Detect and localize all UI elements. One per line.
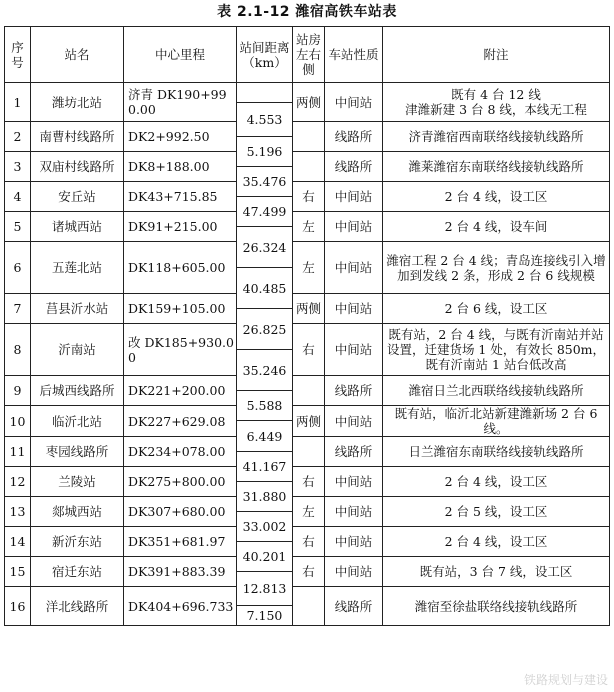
station-type: 中间站 — [325, 324, 383, 376]
station-name: 枣园线路所 — [31, 437, 124, 467]
station-type: 中间站 — [325, 467, 383, 497]
station-type: 中间站 — [325, 83, 383, 122]
table-row — [5, 152, 610, 167]
center-mileage: DK221+200.00 — [124, 376, 237, 406]
station-name: 双庙村线路所 — [31, 152, 124, 182]
station-note: 2 台 4 线，设工区 — [383, 182, 610, 212]
center-mileage: DK43+715.85 — [124, 182, 237, 212]
station-type: 中间站 — [325, 294, 383, 324]
station-side: 右 — [293, 324, 325, 376]
station-note: 济青潍宿西南联络线接轨线路所 — [383, 122, 610, 152]
row-number: 5 — [5, 212, 31, 242]
table-row — [5, 182, 610, 197]
table-row — [5, 242, 610, 268]
row-number: 2 — [5, 122, 31, 152]
station-distance: 26.825 — [237, 309, 293, 350]
station-side: 右 — [293, 467, 325, 497]
center-mileage: DK8+188.00 — [124, 152, 237, 182]
station-type: 中间站 — [325, 242, 383, 294]
station-type: 中间站 — [325, 557, 383, 587]
row-number: 8 — [5, 324, 31, 376]
station-name: 五莲北站 — [31, 242, 124, 294]
station-table — [4, 26, 610, 626]
station-name: 莒县沂水站 — [31, 294, 124, 324]
station-distance: 5.588 — [237, 391, 293, 421]
header-note: 附注 — [383, 27, 610, 83]
center-mileage: DK91+215.00 — [124, 212, 237, 242]
station-type: 中间站 — [325, 497, 383, 527]
center-mileage: 济青 DK190+990.00 — [124, 83, 237, 122]
station-side: 右 — [293, 182, 325, 212]
station-side — [293, 587, 325, 626]
row-number: 14 — [5, 527, 31, 557]
row-number: 11 — [5, 437, 31, 467]
station-note: 潍莱潍宿东南联络线接轨线路所 — [383, 152, 610, 182]
station-name: 沂南站 — [31, 324, 124, 376]
station-note: 2 台 5 线，设工区 — [383, 497, 610, 527]
station-distance: 33.002 — [237, 512, 293, 542]
station-distance: 5.196 — [237, 137, 293, 167]
station-side — [293, 122, 325, 152]
table-row — [5, 437, 610, 452]
table-title: 表 2.1-12 潍宿高铁车站表 — [217, 4, 397, 20]
row-number: 16 — [5, 587, 31, 626]
distance-spacer — [237, 83, 293, 103]
station-side: 右 — [293, 527, 325, 557]
station-type: 线路所 — [325, 376, 383, 406]
station-type: 线路所 — [325, 587, 383, 626]
header-name: 站名 — [31, 27, 124, 83]
station-side — [293, 152, 325, 182]
station-name: 宿迁东站 — [31, 557, 124, 587]
station-side: 两侧 — [293, 83, 325, 122]
row-number: 12 — [5, 467, 31, 497]
station-distance: 40.201 — [237, 542, 293, 572]
station-type: 线路所 — [325, 437, 383, 467]
table-row — [5, 83, 610, 103]
station-type: 线路所 — [325, 152, 383, 182]
station-side: 两侧 — [293, 406, 325, 437]
station-distance: 31.880 — [237, 482, 293, 512]
header-side: 站房左右侧 — [293, 27, 325, 83]
table-row — [5, 406, 610, 421]
row-number: 7 — [5, 294, 31, 324]
row-number: 13 — [5, 497, 31, 527]
station-distance: 40.485 — [237, 268, 293, 309]
table-row — [5, 497, 610, 512]
station-type: 中间站 — [325, 212, 383, 242]
station-side: 左 — [293, 212, 325, 242]
station-type: 中间站 — [325, 406, 383, 437]
station-side: 右 — [293, 557, 325, 587]
station-note: 潍宿至徐盐联络线接轨线路所 — [383, 587, 610, 626]
station-note: 日兰潍宿东南联络线接轨线路所 — [383, 437, 610, 467]
station-type: 中间站 — [325, 182, 383, 212]
center-mileage: DK159+105.00 — [124, 294, 237, 324]
station-distance: 41.167 — [237, 452, 293, 482]
station-distance: 7.150 — [237, 606, 293, 626]
row-number: 15 — [5, 557, 31, 587]
center-mileage: DK307+680.00 — [124, 497, 237, 527]
station-type: 中间站 — [325, 527, 383, 557]
station-name: 兰陵站 — [31, 467, 124, 497]
header-mileage: 中心里程 — [124, 27, 237, 83]
table-row — [5, 294, 610, 309]
header-no: 序号 — [5, 27, 31, 83]
station-note: 潍宿工程 2 台 4 线；青岛连接线引入增加到发线 2 条，形成 2 台 6 线规模 — [383, 242, 610, 294]
station-distance: 35.476 — [237, 167, 293, 197]
center-mileage: DK275+800.00 — [124, 467, 237, 497]
center-mileage: DK351+681.97 — [124, 527, 237, 557]
station-note: 2 台 4 线，设工区 — [383, 527, 610, 557]
station-name: 洋北线路所 — [31, 587, 124, 626]
row-number: 4 — [5, 182, 31, 212]
center-mileage: DK118+605.00 — [124, 242, 237, 294]
table-row — [5, 467, 610, 482]
row-number: 1 — [5, 83, 31, 122]
header-distance: 站间距离（km） — [237, 27, 293, 83]
center-mileage: DK227+629.08 — [124, 406, 237, 437]
center-mileage: DK2+992.50 — [124, 122, 237, 152]
row-number: 3 — [5, 152, 31, 182]
station-type: 线路所 — [325, 122, 383, 152]
table-row — [5, 557, 610, 572]
station-name: 后城西线路所 — [31, 376, 124, 406]
station-note: 潍宿日兰北西联络线接轨线路所 — [383, 376, 610, 406]
station-distance: 6.449 — [237, 421, 293, 452]
row-number: 6 — [5, 242, 31, 294]
station-side — [293, 437, 325, 467]
station-distance: 4.553 — [237, 103, 293, 137]
station-note: 既有站，2 台 4 线，与既有沂南站并站设置，迁建货场 1 处，有效长 850m，既有沂南站 1 站台低改高 — [383, 324, 610, 376]
station-distance: 35.246 — [237, 350, 293, 391]
center-mileage: DK234+078.00 — [124, 437, 237, 467]
station-side — [293, 376, 325, 406]
table-row — [5, 376, 610, 391]
station-note: 2 台 6 线，设工区 — [383, 294, 610, 324]
station-distance: 12.813 — [237, 572, 293, 606]
station-side: 两侧 — [293, 294, 325, 324]
station-note: 既有站，临沂北站新建潍新场 2 台 6 线。 — [383, 406, 610, 437]
center-mileage: DK391+883.39 — [124, 557, 237, 587]
station-side: 左 — [293, 242, 325, 294]
row-number: 9 — [5, 376, 31, 406]
station-distance: 47.499 — [237, 197, 293, 227]
station-name: 潍坊北站 — [31, 83, 124, 122]
center-mileage: 改 DK185+930.00 — [124, 324, 237, 376]
table-row — [5, 212, 610, 227]
station-name: 南曹村线路所 — [31, 122, 124, 152]
station-note: 既有站，3 台 7 线，设工区 — [383, 557, 610, 587]
row-number: 10 — [5, 406, 31, 437]
station-side: 左 — [293, 497, 325, 527]
center-mileage: DK404+696.733 — [124, 587, 237, 626]
table-row — [5, 122, 610, 137]
station-name: 临沂北站 — [31, 406, 124, 437]
table-row — [5, 587, 610, 606]
station-name: 新沂东站 — [31, 527, 124, 557]
table-row — [5, 324, 610, 350]
station-distance: 26.324 — [237, 227, 293, 268]
watermark: 铁路规划与建设 — [523, 673, 608, 687]
station-name: 郯城西站 — [31, 497, 124, 527]
station-note: 2 台 4 线，设车间 — [383, 212, 610, 242]
table-row — [5, 527, 610, 542]
station-name: 诸城西站 — [31, 212, 124, 242]
station-note: 既有 4 台 12 线 津潍新建 3 台 8 线，本线无工程 — [383, 83, 610, 122]
station-name: 安丘站 — [31, 182, 124, 212]
station-note: 2 台 4 线，设工区 — [383, 467, 610, 497]
header-type: 车站性质 — [325, 27, 383, 83]
